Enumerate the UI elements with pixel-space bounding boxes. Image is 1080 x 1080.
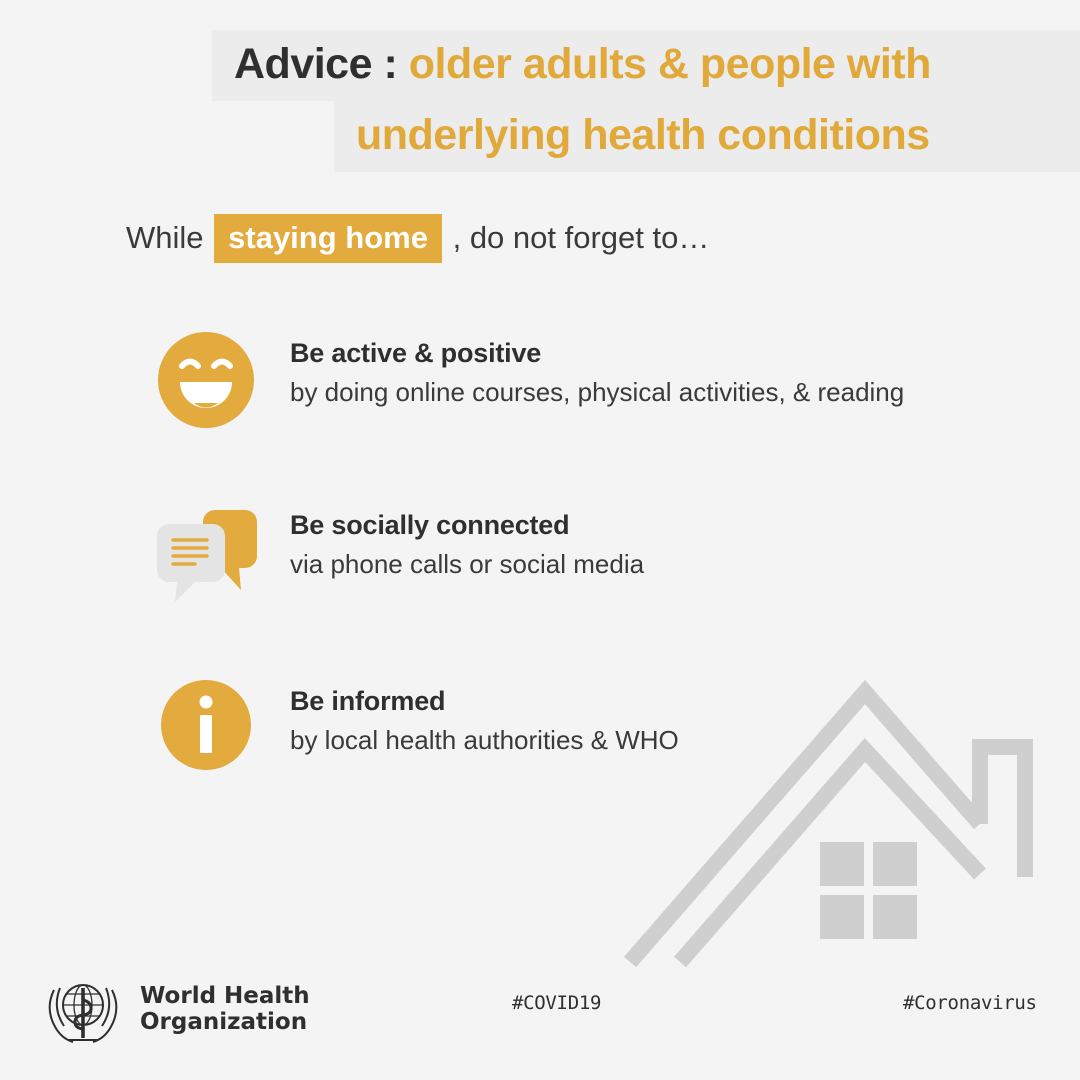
advice-icon-wrapper bbox=[150, 678, 262, 772]
information-icon bbox=[159, 678, 253, 772]
advice-text-block bbox=[262, 330, 904, 411]
advice-description: by doing online courses, physical activities, & reading bbox=[290, 377, 905, 407]
title-highlight-2: underlying health conditions bbox=[356, 111, 930, 159]
who-name-line-2: Organization bbox=[140, 1009, 308, 1035]
title-line-1 bbox=[212, 30, 1080, 101]
advice-text-block bbox=[262, 502, 644, 583]
advice-list bbox=[150, 330, 1020, 844]
advice-text-block bbox=[262, 678, 679, 759]
subheading-after: , do not forget to… bbox=[452, 220, 710, 255]
title-separator: : bbox=[372, 40, 409, 88]
title-highlight-1: older adults & people with bbox=[408, 40, 931, 88]
advice-icon-wrapper bbox=[150, 502, 262, 606]
advice-title: Be informed bbox=[290, 686, 446, 716]
hashtag-coronavirus: #Coronavirus bbox=[903, 992, 1037, 1014]
title-line-2 bbox=[334, 101, 1080, 172]
who-emblem-icon bbox=[40, 974, 126, 1046]
subheading-before: While bbox=[126, 220, 204, 255]
advice-item bbox=[150, 330, 1020, 430]
who-name-line-1: World Health bbox=[140, 983, 310, 1010]
who-name bbox=[140, 984, 310, 1036]
advice-description: by local health authorities & WHO bbox=[290, 725, 679, 755]
advice-icon-wrapper bbox=[150, 330, 262, 430]
hashtag-covid19: #COVID19 bbox=[512, 992, 602, 1014]
footer bbox=[0, 970, 1080, 1050]
advice-title: Be socially connected bbox=[290, 510, 570, 540]
speech-bubbles-icon bbox=[153, 502, 259, 606]
smiley-face-icon bbox=[156, 330, 256, 430]
advice-item bbox=[150, 678, 1020, 772]
subheading bbox=[126, 220, 709, 256]
advice-item bbox=[150, 502, 1020, 606]
who-logo bbox=[40, 974, 310, 1046]
advice-title: Be active & positive bbox=[290, 338, 542, 368]
subheading-highlight: staying home bbox=[214, 214, 442, 263]
advice-description: via phone calls or social media bbox=[290, 549, 645, 579]
page-title bbox=[0, 30, 1080, 172]
title-advice-word: Advice bbox=[234, 40, 373, 88]
